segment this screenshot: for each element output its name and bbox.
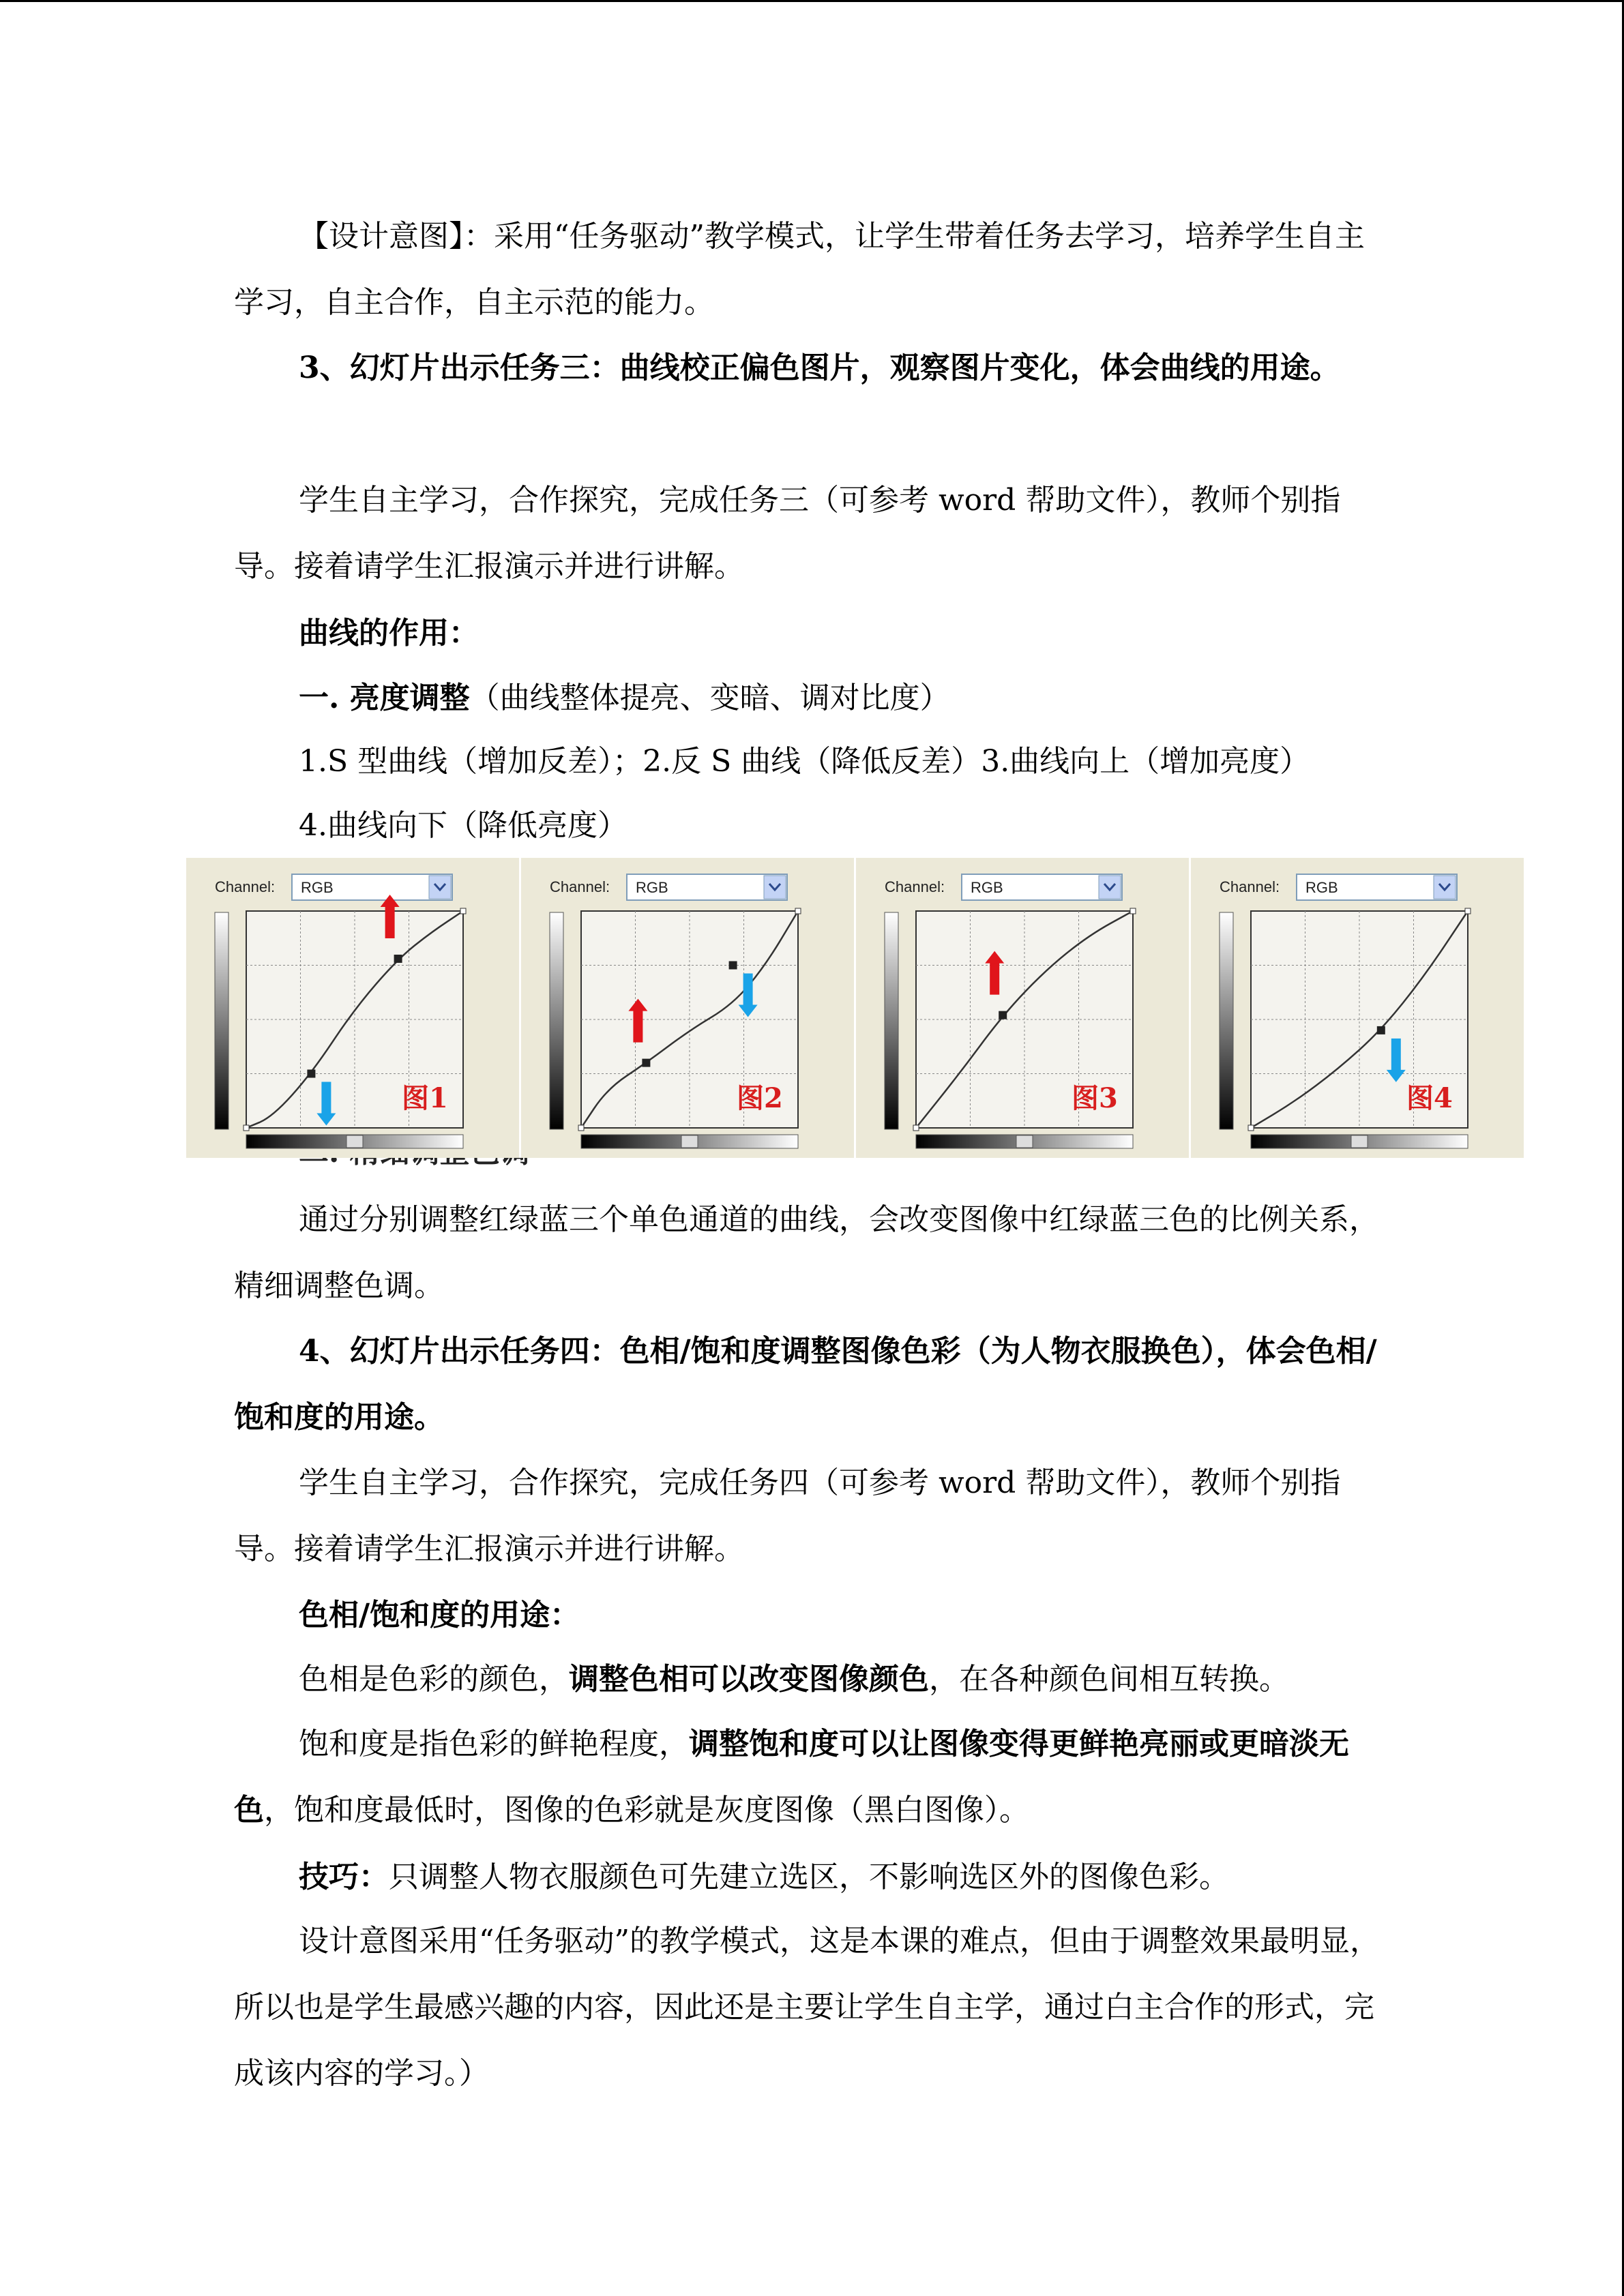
curve-panel-3 <box>856 858 1189 1158</box>
section1-title: 一. 亮度调整 <box>299 681 470 715</box>
tip-text: 只调整人物衣服颜色可先建立选区，不影响选区外的图像色彩。 <box>389 1860 1229 1894</box>
curve-endpoint <box>578 1125 584 1131</box>
curve-control-point <box>394 955 402 963</box>
tip-label: 技巧： <box>299 1860 389 1894</box>
panel-label: 图1 <box>402 1082 448 1114</box>
task3-heading: 3、幻灯片出示任务三：曲线校正偏色图片，观察图片变化，体会曲线的用途。 <box>299 351 1340 385</box>
chevron-down-icon <box>1434 876 1456 899</box>
curve-endpoint <box>243 1125 249 1131</box>
hue-text-bold: 调整色相可以改变图像颜色 <box>569 1662 929 1697</box>
task4-text: 学生自主学习，合作探究，完成任务四（可参考 word 帮助文件），教师个别指导。接着请学生汇报演示并进行讲解。 <box>234 1465 1341 1566</box>
chevron-down-icon <box>429 876 451 899</box>
curve-types-line2: 4.曲线向下（降低亮度） <box>299 808 628 843</box>
panel-label: 图2 <box>737 1082 783 1114</box>
sat-text-c: ，饱和度最低时，图像的色彩就是灰度图像（黑白图像）。 <box>264 1793 1029 1828</box>
design-intent-paragraph <box>234 203 1380 336</box>
curve-panel-1 <box>186 858 519 1158</box>
curves-figure-svg <box>186 858 1527 1158</box>
sat-text-a: 饱和度是指色彩的鲜艳程度， <box>299 1727 689 1761</box>
task3-text: 学生自主学习，合作探究，完成任务三（可参考 word 帮助文件），教师个别指导。接着请学生汇报演示并进行讲解。 <box>234 483 1341 584</box>
panel-label: 图3 <box>1072 1082 1118 1114</box>
curve-control-point <box>729 961 737 970</box>
curve-panel-2 <box>521 858 854 1158</box>
channel-label: Channel: <box>215 878 276 895</box>
curve-control-point <box>999 1011 1007 1019</box>
section1-desc: （曲线整体提亮、变暗、调对比度） <box>469 681 950 715</box>
gradient-toggle-icon <box>681 1135 698 1148</box>
saturation-paragraph <box>234 1711 1380 1843</box>
design-intent-label: 【设计意图】 <box>299 219 464 254</box>
output-gradient-bar <box>550 912 563 1129</box>
section2-text: 通过分别调整红绿蓝三个单色通道的曲线，会改变图像中红绿蓝三色的比例关系，精细调整色调。 <box>234 1202 1379 1303</box>
blue-down-arrow-icon-shaft <box>743 974 753 1007</box>
curve-endpoint <box>795 908 801 914</box>
channel-select-value: RGB <box>971 879 1003 896</box>
curve-control-point <box>1377 1026 1385 1034</box>
chevron-down-icon <box>1099 876 1121 899</box>
blue-down-arrow-icon-shaft <box>321 1082 331 1115</box>
sat-text-bold: 调整饱和度可以让图像变得更鲜艳亮丽或更暗淡无色 <box>234 1727 1349 1828</box>
channel-label: Channel: <box>1220 878 1280 895</box>
red-up-arrow-icon-shaft <box>633 1010 643 1043</box>
hue-text-a: 色相是色彩的颜色， <box>299 1662 569 1697</box>
hue-text-c: ，在各种颜色间相互转换。 <box>929 1662 1289 1697</box>
channel-select-value: RGB <box>1305 879 1338 896</box>
curve-endpoint <box>913 1125 919 1131</box>
curve-use-heading: 曲线的作用： <box>299 616 479 651</box>
hue-heading: 色相/饱和度的用途： <box>299 1598 580 1632</box>
curves-figure <box>186 858 1527 1158</box>
curve-panel-4 <box>1191 858 1524 1158</box>
design-intent-text: ：采用“任务驱动”教学模式，让学生带着任务去学习，培养学生自主学习，自主合作，自主示范的能力。 <box>234 219 1365 320</box>
curve-endpoint <box>1465 908 1471 914</box>
curve-control-point <box>642 1059 650 1067</box>
section1-line <box>299 665 950 731</box>
task4-heading: 4、幻灯片出示任务四：色相/饱和度调整图像色彩（为人物衣服换色），体会色相/饱和度的用途。 <box>234 1334 1377 1435</box>
channel-select-value: RGB <box>301 879 334 896</box>
hue-line <box>299 1646 1289 1712</box>
output-gradient-bar <box>215 912 228 1129</box>
chevron-down-icon <box>764 876 786 899</box>
curve-endpoint <box>460 908 466 914</box>
panel-label: 图4 <box>1406 1082 1453 1114</box>
channel-label: Channel: <box>550 878 610 895</box>
final-paragraph: 设计意图采用“任务驱动”的教学模式，这是本课的难点，但由于调整效果最明显，所以也是学生最感兴趣的内容，因此还是主要让学生自主学，通过白主合作的形式，完成该内容的学习。） <box>234 1924 1380 2091</box>
blue-down-arrow-icon-shaft <box>1391 1039 1401 1071</box>
curve-endpoint <box>1130 908 1136 914</box>
curve-endpoint <box>1248 1125 1254 1131</box>
gradient-toggle-icon <box>1016 1135 1033 1148</box>
output-gradient-bar <box>885 912 898 1129</box>
gradient-toggle-icon <box>1351 1135 1368 1148</box>
page-top-border <box>0 0 1624 2</box>
red-up-arrow-icon-shaft <box>385 906 395 938</box>
curve-control-point <box>307 1070 315 1078</box>
channel-label: Channel: <box>885 878 945 895</box>
output-gradient-bar <box>1220 912 1233 1129</box>
red-up-arrow-icon-shaft <box>990 962 999 995</box>
tip-line <box>299 1844 1229 1910</box>
gradient-toggle-icon <box>346 1135 363 1148</box>
channel-select-value: RGB <box>636 879 668 896</box>
curve-types-line1: 1.S 型曲线（增加反差）；2.反 S 曲线（降低反差）3.曲线向上（增加亮度） <box>299 744 1310 779</box>
